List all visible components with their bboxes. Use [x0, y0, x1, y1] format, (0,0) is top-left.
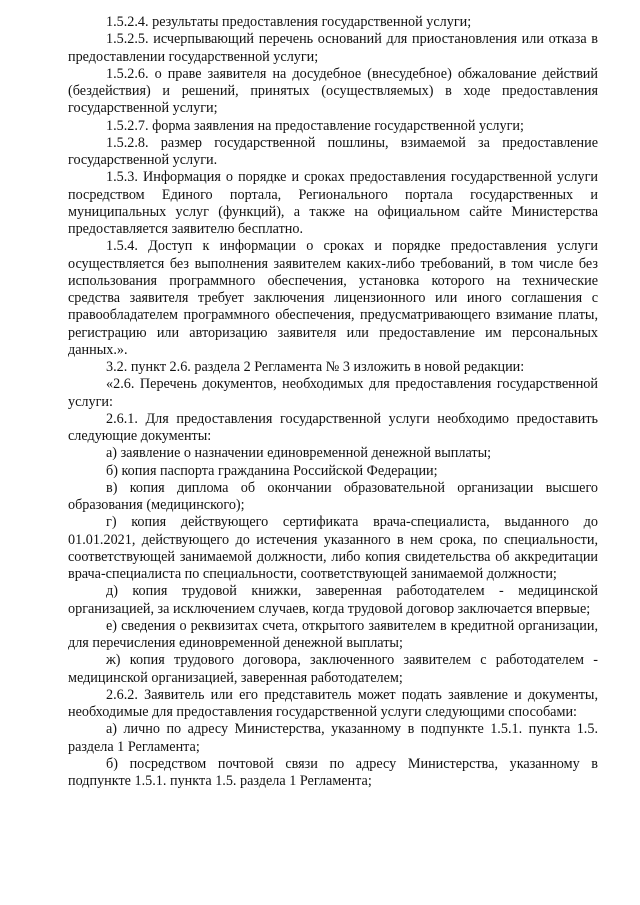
- paragraph-1-5-2-8: 1.5.2.8. размер государственной пошлины, взимаемой за предоставление государственной услуги.: [68, 134, 598, 168]
- paragraph-1-5-2-7: 1.5.2.7. форма заявления на предоставление государственной услуги;: [106, 117, 524, 134]
- paragraph-1-5-3: 1.5.3. Информация о порядке и сроках предоставления государственной услуги посредством Единого портала, Регионального портала государственных и муниципальных услуг (функций), а также на официальном сайте Министерства предоставляется заявителю бесплатно.: [68, 169, 598, 237]
- list-item-d: д) копия трудовой книжки, заверенная работодателем - медицинской организацией, за исключением случаев, когда трудовой договор заключается впервые;: [68, 583, 598, 617]
- paragraph-1-5-4: 1.5.4. Доступ к информации о сроках и порядке предоставления услуги осуществляется без выполнения заявителем каких-либо требований, в том числе без использования программного обеспечения, установка которого на технические средства заявителя требует заключения лицензионного или иного соглашения с правообладателем программного обеспечения, предусматривающего взимание платы, регистрацию или авторизацию заявителя или предоставление им персональных данных.».: [68, 238, 598, 358]
- paragraph-2-6-2: 2.6.2. Заявитель или его представитель может подать заявление и документы, необходимые для предоставления государственной услуги следующими способами:: [68, 686, 598, 720]
- list-item-v: в) копия диплома об окончании образовательной организации высшего образования (медицинского);: [68, 479, 598, 513]
- paragraph-2-6: «2.6. Перечень документов, необходимых для предоставления государственной услуги:: [68, 376, 598, 410]
- method-item-a: а) лично по адресу Министерства, указанному в подпункте 1.5.1. пункта 1.5. раздела 1 Регламента;: [68, 721, 598, 755]
- paragraph-1-5-2-4: 1.5.2.4. результаты предоставления государственной услуги;: [106, 14, 472, 30]
- list-item-e: е) сведения о реквизитах счета, открытого заявителем в кредитной организации, для перечисления единовременной денежной выплаты;: [68, 617, 598, 651]
- list-item-a: а) заявление о назначении единовременной денежной выплаты;: [106, 445, 492, 462]
- paragraph-1-5-2-6: 1.5.2.6. о праве заявителя на досудебное (внесудебное) обжалование действий (бездействия) и решений, принятых (осуществляемых) в ходе предоставления государственной услуги;: [68, 65, 598, 117]
- method-item-b: б) посредством почтовой связи по адресу Министерства, указанному в подпункте 1.5.1. пункта 1.5. раздела 1 Регламента;: [68, 755, 598, 789]
- list-item-zh: ж) копия трудового договора, заключенного заявителем с работодателем - медицинской организацией, заверенная работодателем;: [68, 652, 598, 686]
- paragraph-2-6-1: 2.6.1. Для предоставления государственной услуги необходимо предоставить следующие документы:: [68, 410, 598, 444]
- list-item-g: г) копия действующего сертификата врача-специалиста, выданного до 01.01.2021, действующего до истечения указанного в нем срока, по специальности, соответствующей занимаемой должности, либо копия свидетельства об аккредитации врача-специалиста по специальности, соответствующей занимаемой должности;: [68, 514, 598, 582]
- list-item-b: б) копия паспорта гражданина Российской Федерации;: [106, 462, 438, 479]
- paragraph-3-2: 3.2. пункт 2.6. раздела 2 Регламента № 3 изложить в новой редакции:: [106, 359, 525, 375]
- paragraph-1-5-2-5: 1.5.2.5. исчерпывающий перечень оснований для приостановления или отказа в предоставлении государственной услуги;: [68, 31, 598, 65]
